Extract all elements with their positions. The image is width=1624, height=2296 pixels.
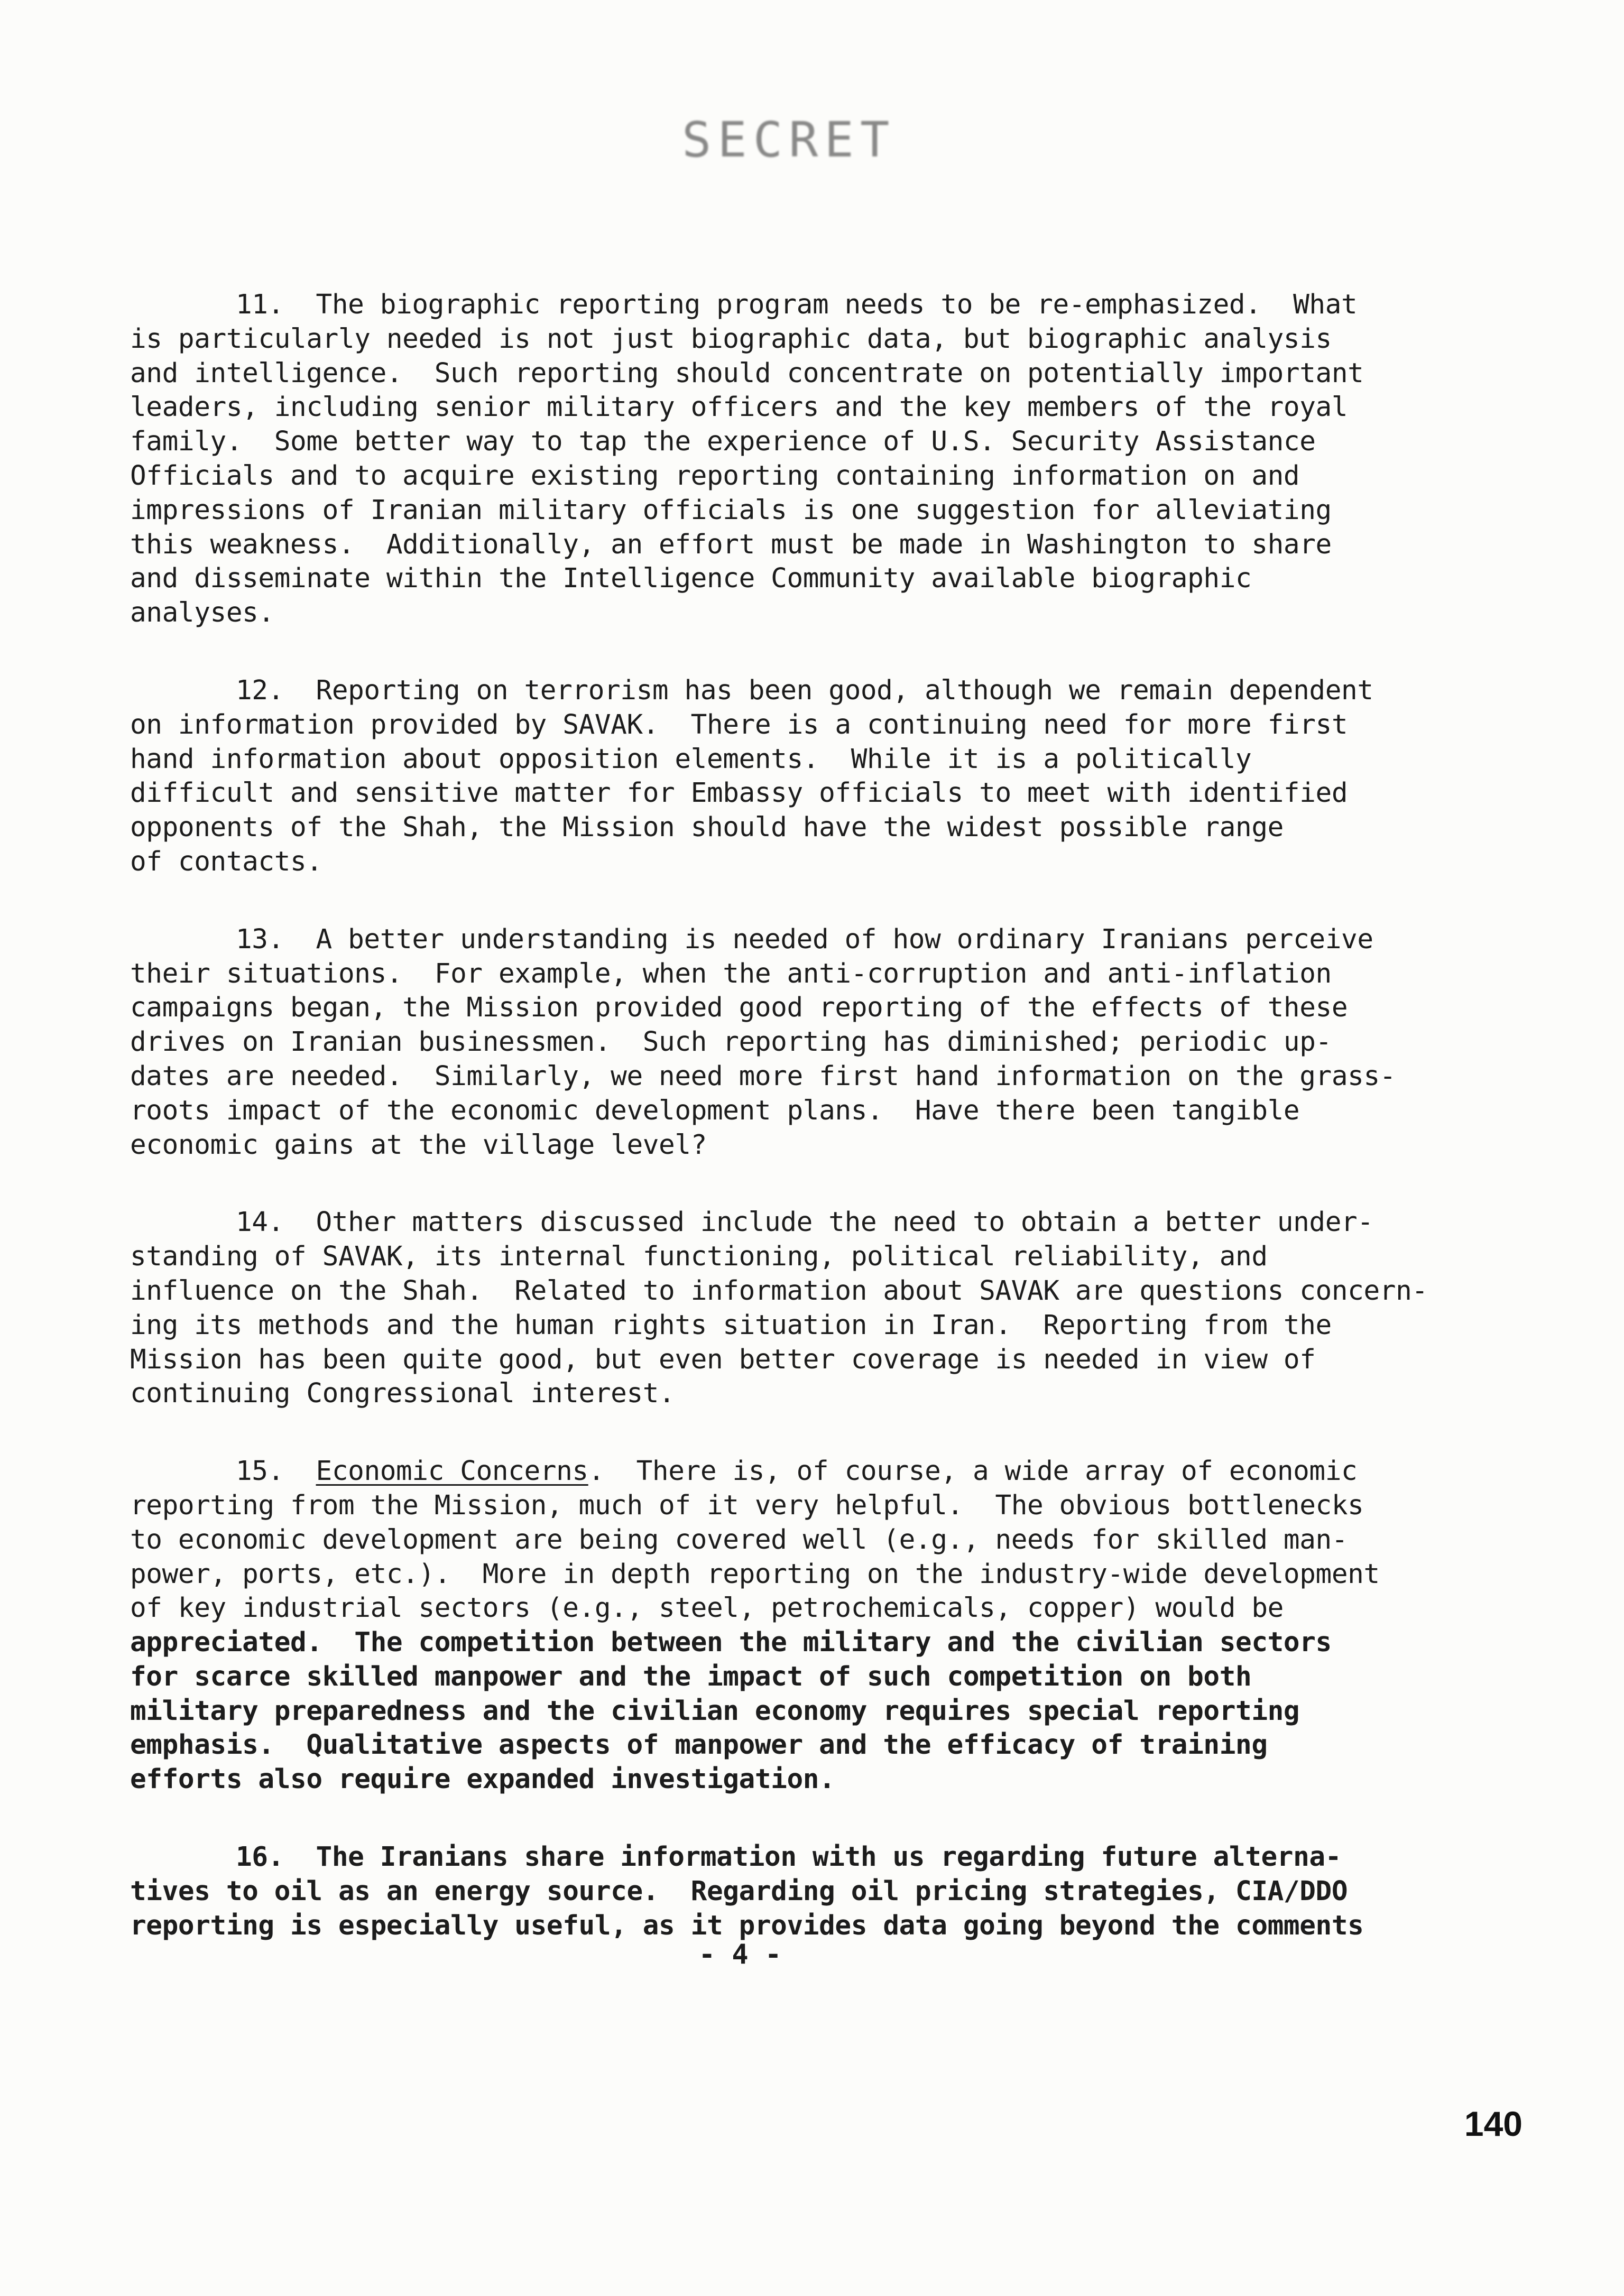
archive-page-number: 140 bbox=[1464, 2104, 1522, 2143]
paragraph-line: ing its methods and the human rights situation in Iran. Reporting from the bbox=[130, 1309, 1332, 1341]
paragraph-15 bbox=[130, 1455, 1526, 1797]
paragraph-line: 14. Other matters discussed include the need to obtain a better under- bbox=[236, 1207, 1373, 1238]
paragraph-line: drives on Iranian businessmen. Such reporting has diminished; periodic up- bbox=[130, 1026, 1332, 1058]
paragraph-line: hand information about opposition elements. While it is a politically bbox=[130, 743, 1252, 775]
paragraph-13 bbox=[130, 923, 1526, 1163]
paragraph-line: their situations. For example, when the anti-corruption and anti-inflation bbox=[130, 958, 1332, 989]
paragraph-12 bbox=[130, 674, 1526, 879]
paragraph-line: dates are needed. Similarly, we need more first hand information on the grass- bbox=[130, 1060, 1396, 1092]
paragraph-line: tives to oil as an energy source. Regarding oil pricing strategies, CIA/DDO bbox=[130, 1875, 1348, 1907]
paragraph-line: appreciated. The competition between the military and the civilian sectors bbox=[130, 1627, 1332, 1659]
paragraph-line: Mission has been quite good, but even better coverage is needed in view of bbox=[130, 1344, 1316, 1375]
paragraph-line: impressions of Iranian military officials is one suggestion for alleviating bbox=[130, 494, 1332, 526]
paragraph-line: analyses. bbox=[130, 597, 274, 629]
paragraph-line: difficult and sensitive matter for Embassy officials to meet with identified bbox=[130, 777, 1348, 809]
paragraph-line: efforts also require expanded investigation. bbox=[130, 1764, 835, 1795]
paragraph-line: of contacts. bbox=[130, 846, 322, 877]
paragraph-11 bbox=[130, 288, 1526, 631]
paragraph-line: this weakness. Additionally, an effort must be made in Washington to share bbox=[130, 529, 1332, 560]
page-number: - 4 - bbox=[698, 1939, 782, 1970]
paragraph-line: is particularly needed is not just biographic data, but biographic analysis bbox=[130, 323, 1332, 355]
paragraph-14 bbox=[130, 1206, 1526, 1411]
paragraph-line: opponents of the Shah, the Mission should have the widest possible range bbox=[130, 812, 1284, 844]
paragraph-line: military preparedness and the civilian economy requires special reporting bbox=[130, 1695, 1300, 1727]
paragraph-lead-text: . There is, of course, a wide array of economic bbox=[588, 1456, 1358, 1487]
paragraph-line: reporting is especially useful, as it provides data going beyond the comments bbox=[130, 1910, 1364, 1941]
paragraph-line: influence on the Shah. Related to information about SAVAK are questions concern- bbox=[130, 1275, 1428, 1307]
document-body bbox=[130, 288, 1526, 1986]
paragraph-line: and disseminate within the Intelligence Community available biographic bbox=[130, 563, 1252, 595]
paragraph-line: on information provided by SAVAK. There is a continuing need for more first bbox=[130, 709, 1348, 740]
paragraph-line: power, ports, etc.). More in depth reporting on the industry-wide development bbox=[130, 1558, 1380, 1590]
paragraph-line: economic gains at the village level? bbox=[130, 1129, 707, 1161]
paragraph-line: emphasis. Qualitative aspects of manpower and the efficacy of training bbox=[130, 1729, 1268, 1761]
paragraph-line: continuing Congressional interest. bbox=[130, 1378, 675, 1410]
paragraph-line: standing of SAVAK, its internal functioning, political reliability, and bbox=[130, 1241, 1268, 1273]
paragraph-line: campaigns began, the Mission provided good reporting of the effects of these bbox=[130, 992, 1348, 1024]
paragraph-line: for scarce skilled manpower and the impact of such competition on both bbox=[130, 1661, 1252, 1692]
paragraph-16 bbox=[130, 1840, 1526, 1943]
paragraph-number: 15. bbox=[236, 1456, 316, 1487]
paragraph-line: to economic development are being covered well (e.g., needs for skilled man- bbox=[130, 1524, 1348, 1556]
paragraph-line: reporting from the Mission, much of it very helpful. The obvious bottlenecks bbox=[130, 1489, 1364, 1521]
paragraph-line: roots impact of the economic development plans. Have there been tangible bbox=[130, 1095, 1300, 1126]
paragraph-line: 13. A better understanding is needed of how ordinary Iranians perceive bbox=[236, 923, 1373, 955]
paragraph-line: 16. The Iranians share information with us regarding future alterna- bbox=[236, 1841, 1342, 1873]
section-heading: Economic Concerns bbox=[316, 1456, 588, 1487]
paragraph-line: 12. Reporting on terrorism has been good, although we remain dependent bbox=[236, 674, 1373, 706]
paragraph-line: of key industrial sectors (e.g., steel, petrochemicals, copper) would be bbox=[130, 1593, 1284, 1624]
paragraph-line: Officials and to acquire existing reporting containing information on and bbox=[130, 460, 1300, 492]
classification-marking: SECRET bbox=[682, 112, 896, 168]
paragraph-line: leaders, including senior military officers and the key members of the royal bbox=[130, 392, 1348, 423]
paragraph-first-line bbox=[130, 1455, 1526, 1489]
paragraph-line: 11. The biographic reporting program needs to be re-emphasized. What bbox=[236, 289, 1358, 320]
paragraph-line: family. Some better way to tap the experience of U.S. Security Assistance bbox=[130, 426, 1316, 458]
paragraph-line: and intelligence. Such reporting should concentrate on potentially important bbox=[130, 357, 1364, 389]
